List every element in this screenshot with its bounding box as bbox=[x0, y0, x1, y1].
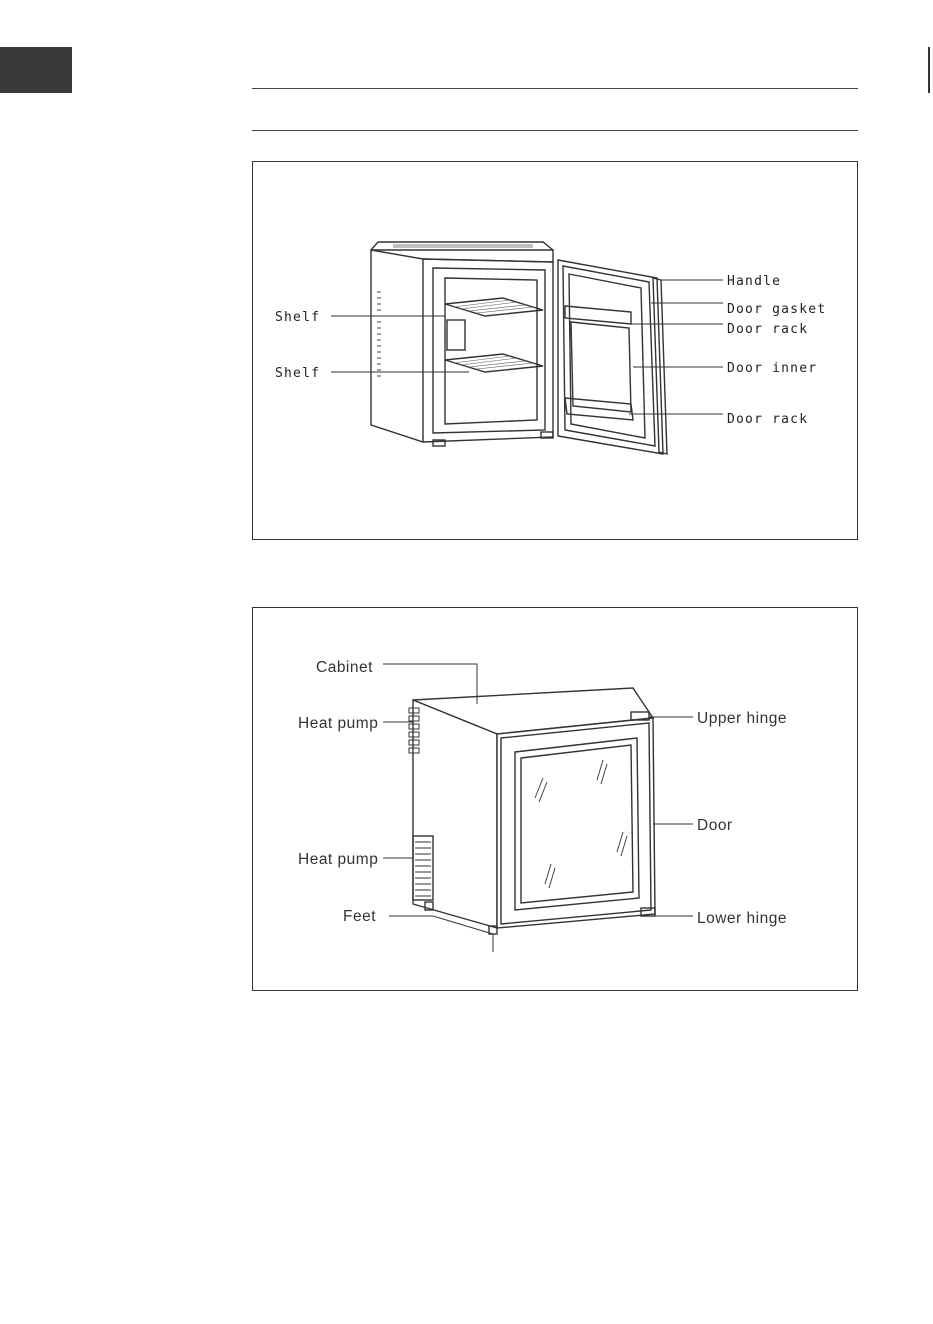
language-tab bbox=[0, 47, 72, 93]
label-shelf-upper: Shelf bbox=[275, 310, 321, 325]
label-upper-hinge: Upper hinge bbox=[697, 710, 787, 727]
label-lower-hinge: Lower hinge bbox=[697, 910, 787, 927]
interior-diagram bbox=[252, 161, 858, 540]
label-door-rack-upper: Door rack bbox=[727, 322, 809, 337]
header-rule-top bbox=[252, 88, 858, 89]
label-heat-pump-lower: Heat pump bbox=[298, 851, 379, 868]
exterior-diagram bbox=[252, 607, 858, 991]
label-cabinet: Cabinet bbox=[316, 659, 373, 676]
label-shelf-lower: Shelf bbox=[275, 366, 321, 381]
header-rule-bottom bbox=[252, 130, 858, 131]
label-door-rack-lower: Door rack bbox=[727, 412, 809, 427]
label-door-gasket: Door gasket bbox=[727, 302, 827, 317]
label-heat-pump-upper: Heat pump bbox=[298, 715, 379, 732]
label-handle: Handle bbox=[727, 274, 782, 289]
cabinet-exterior-drawing bbox=[409, 688, 655, 934]
label-door: Door bbox=[697, 817, 733, 834]
label-feet: Feet bbox=[343, 908, 377, 925]
cabinet-interior-drawing bbox=[371, 242, 553, 446]
page-edge-mark bbox=[928, 47, 930, 93]
open-door-drawing bbox=[558, 260, 667, 454]
label-door-inner: Door inner bbox=[727, 361, 818, 376]
